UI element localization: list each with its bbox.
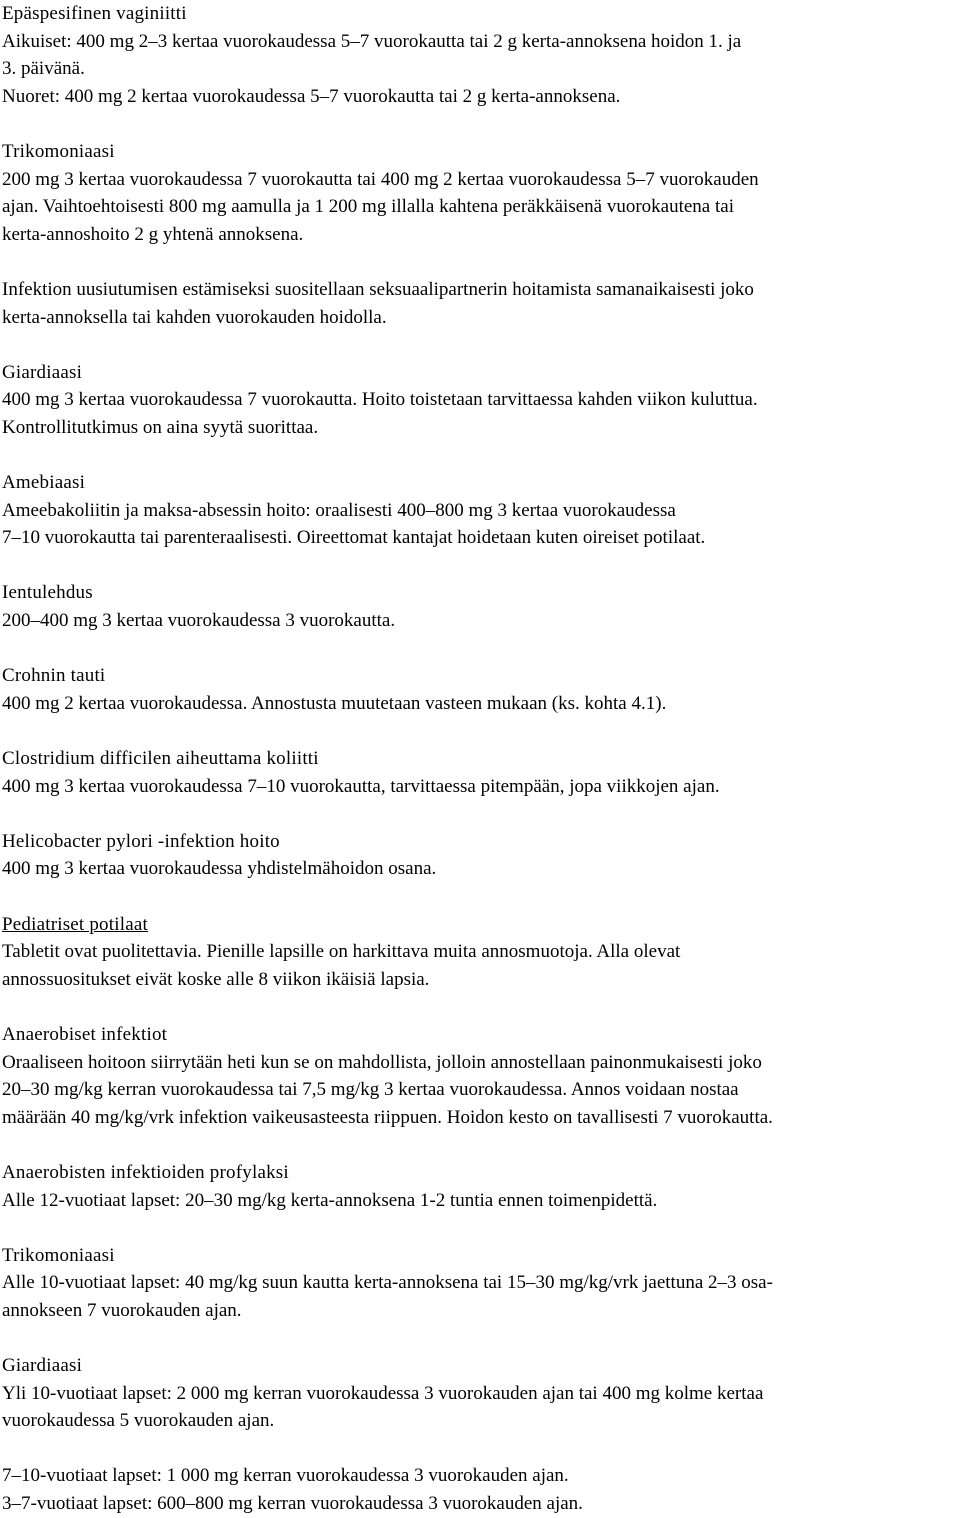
body-text-line: 400 mg 3 kertaa vuorokaudessa yhdistelmähoidon osana. [2,858,437,880]
body-text-line: kerta-annoshoito 2 g yhtenä annoksena. [2,223,304,245]
body-text-line: annossuositukset eivät koske alle 8 viikon ikäisiä lapsia. [2,968,430,990]
section [2,138,958,248]
body-text-line: 400 mg 3 kertaa vuorokaudessa 7–10 vuorokautta, tarvittaessa pitempään, jopa viikkojen ajan. [2,775,720,797]
section [2,1021,958,1131]
body-text-line: Yli 10-vuotiaat lapset: 2 000 mg kerran vuorokaudessa 3 vuorokauden ajan tai 400 mg kolme kertaa [2,1382,764,1404]
section [2,276,958,331]
section [2,745,958,800]
section [2,469,958,552]
section [2,828,958,883]
section-heading: Anaerobiset infektiot [2,1023,168,1045]
section [2,359,958,442]
section-heading: Giardiaasi [2,1355,83,1377]
section [2,1242,958,1325]
body-text-line: määrään 40 mg/kg/vrk infektion vaikeusasteesta riippuen. Hoidon kesto on tavallisesti 7 vuorokautta. [2,1106,773,1128]
section [2,579,958,634]
body-text-line: Oraaliseen hoitoon siirrytään heti kun se on mahdollista, jolloin annostellaan painonmukaisesti joko [2,1051,762,1073]
body-text-line: vuorokaudessa 5 vuorokauden ajan. [2,1410,275,1432]
section-heading: Epäspesifinen vaginiitti [2,3,187,24]
section-heading: Helicobacter pylori -infektion hoito [2,830,280,852]
body-text-line: 400 mg 2 kertaa vuorokaudessa. Annostusta muutetaan vasteen mukaan (ks. kohta 4.1). [2,692,667,714]
section-heading: Anaerobisten infektioiden profylaksi [2,1161,289,1183]
body-text-line: 400 mg 3 kertaa vuorokaudessa 7 vuorokautta. Hoito toistetaan tarvittaessa kahden viikon kuluttua. [2,389,758,411]
section-heading: Amebiaasi [2,472,86,494]
body-text-line: 20–30 mg/kg kerran vuorokaudessa tai 7,5 mg/kg 3 kertaa vuorokaudessa. Annos voidaan nostaa [2,1079,739,1101]
body-text-line: Alle 10-vuotiaat lapset: 40 mg/kg suun kautta kerta-annoksena tai 15–30 mg/kg/vrk jaettuna 2–3 osa- [2,1272,773,1294]
body-text-line: Alle 12-vuotiaat lapset: 20–30 mg/kg kerta-annoksena 1-2 tuntia ennen toimenpidettä. [2,1189,658,1211]
body-text-line: Tabletit ovat puolitettavia. Pienille lapsille on harkittava muita annosmuotoja. Alla olevat [2,941,681,963]
section-heading: Giardiaasi [2,361,83,383]
body-text-line: 200 mg 3 kertaa vuorokaudessa 7 vuorokautta tai 400 mg 2 kertaa vuorokaudessa 5–7 vuorokauden [2,168,759,190]
body-text-line: 3–7-vuotiaat lapset: 600–800 mg kerran vuorokaudessa 3 vuorokauden ajan. [2,1493,583,1515]
body-text-line: 7–10-vuotiaat lapset: 1 000 mg kerran vuorokaudessa 3 vuorokauden ajan. [2,1465,569,1487]
body-text-line: Aikuiset: 400 mg 2–3 kertaa vuorokaudessa 5–7 vuorokautta tai 2 g kerta-annoksena hoidon 1. ja [2,30,742,52]
body-text-line: ajan. Vaihtoehtoisesti 800 mg aamulla ja 1 200 mg illalla kahtena peräkkäisenä vuorokautena tai [2,196,734,218]
section-heading: Trikomoniaasi [2,1244,115,1266]
body-text-line: kerta-annoksella tai kahden vuorokauden hoidolla. [2,306,387,328]
section [2,662,958,717]
section-heading: Pediatriset potilaat [2,913,148,935]
body-text-line: annokseen 7 vuorokauden ajan. [2,1299,242,1321]
body-text-line: 3. päivänä. [2,58,85,80]
body-text-line: Kontrollitutkimus on aina syytä suorittaa. [2,416,319,438]
section-heading: Ientulehdus [2,582,93,604]
section [2,1159,958,1214]
body-text-line: Infektion uusiutumisen estämiseksi suositellaan seksuaalipartnerin hoitamista samanaikaisesti joko [2,278,754,300]
body-text-line: Nuoret: 400 mg 2 kertaa vuorokaudessa 5–7 vuorokautta tai 2 g kerta-annoksena. [2,85,621,107]
body-text-line: Ameebakoliitin ja maksa-absessin hoito: oraalisesti 400–800 mg 3 kertaa vuorokaudessa [2,499,676,521]
section [2,911,958,994]
section [2,0,958,110]
section-heading: Clostridium difficilen aiheuttama koliitti [2,748,319,770]
body-text-line: 200–400 mg 3 kertaa vuorokaudessa 3 vuorokautta. [2,610,396,632]
section-heading: Trikomoniaasi [2,140,115,162]
body-text-line: 7–10 vuorokautta tai parenteraalisesti. Oireettomat kantajat hoidetaan kuten oireiset potilaat. [2,527,706,549]
section-heading: Crohnin tauti [2,665,106,687]
section [2,1352,958,1435]
section [2,1462,958,1517]
